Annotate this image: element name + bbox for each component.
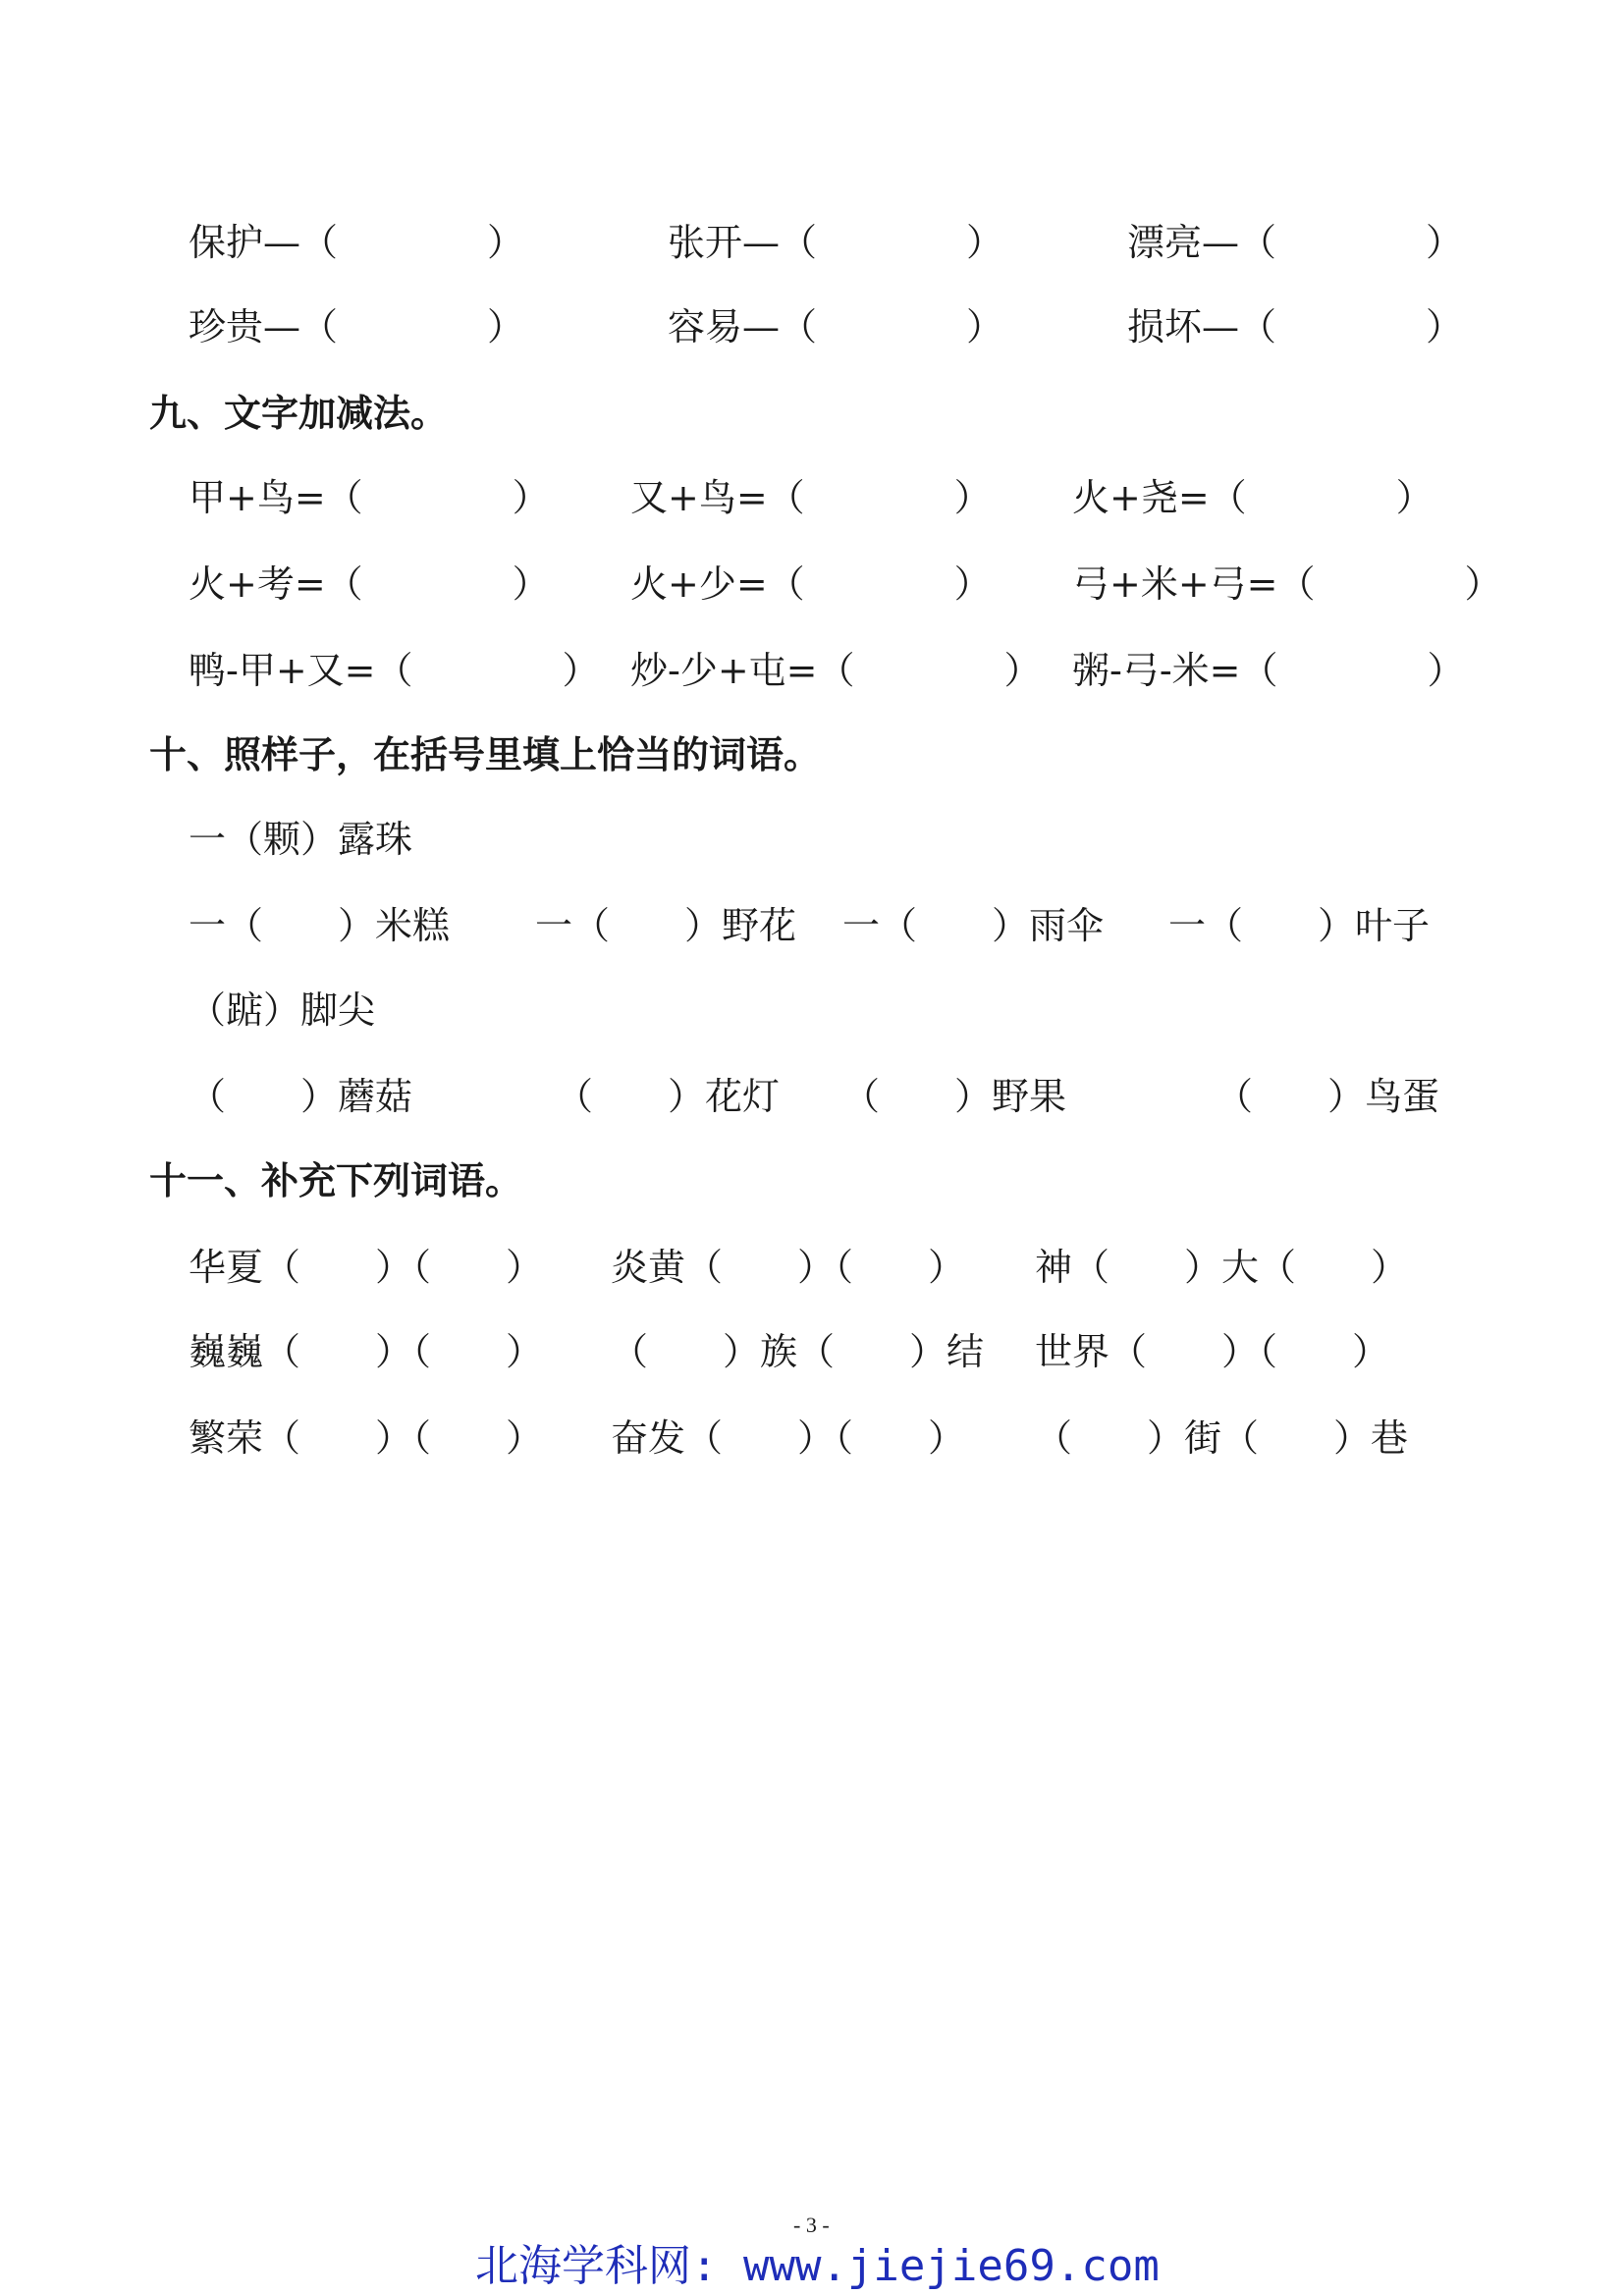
measure-word-item: 一（ ）雨伞 bbox=[842, 904, 1105, 947]
equation-item: 粥-弓-米=（ ） bbox=[1072, 649, 1465, 692]
idiom-item: （ ）族（ ）结 bbox=[611, 1330, 985, 1373]
word-item: 漂亮—（ ） bbox=[1127, 221, 1464, 264]
measure-word-item: 一（ ）米糕 bbox=[189, 904, 451, 947]
word-item: 容易—（ ） bbox=[668, 305, 1004, 348]
example-line: 一（颗）露珠 bbox=[189, 818, 413, 861]
section-10-title: 十、照样子，在括号里填上恰当的词语。 bbox=[149, 733, 822, 776]
measure-word-item: 一（ ）叶子 bbox=[1168, 904, 1431, 947]
word-item: 珍贵—（ ） bbox=[189, 305, 525, 348]
idiom-item: 奋发（ ）（ ） bbox=[611, 1416, 966, 1460]
footer-watermark[interactable]: 北海学科网: www.jiejie69.com bbox=[475, 2241, 1160, 2291]
equation-item: 火+考=（ ） bbox=[189, 562, 550, 606]
equation-item: 弓+米+弓=（ ） bbox=[1072, 562, 1502, 606]
word-item: 张开—（ ） bbox=[668, 221, 1004, 264]
equation-item: 火+少=（ ） bbox=[630, 562, 992, 606]
equation-item: 鸭-甲+又=（ ） bbox=[189, 649, 600, 692]
example-line: （踮）脚尖 bbox=[189, 988, 376, 1032]
word-item: 损坏—（ ） bbox=[1127, 305, 1464, 348]
measure-word-item: 一（ ）野花 bbox=[535, 904, 797, 947]
idiom-item: 世界（ ）（ ） bbox=[1035, 1330, 1390, 1373]
equation-item: 炒-少+屯=（ ） bbox=[630, 649, 1042, 692]
equation-item: 甲+鸟=（ ） bbox=[189, 476, 550, 519]
idiom-item: 巍巍（ ）（ ） bbox=[189, 1330, 544, 1373]
page-number: - 3 - bbox=[793, 2213, 830, 2237]
idiom-item: 炎黄（ ）（ ） bbox=[611, 1246, 966, 1289]
verb-item: （ ）鸟蛋 bbox=[1216, 1075, 1440, 1118]
verb-item: （ ）野果 bbox=[842, 1075, 1067, 1118]
equation-item: 又+鸟=（ ） bbox=[630, 476, 992, 519]
idiom-item: （ ）街（ ）巷 bbox=[1035, 1416, 1409, 1460]
idiom-item: 华夏（ ）（ ） bbox=[189, 1246, 544, 1289]
idiom-item: 神（ ）大（ ） bbox=[1035, 1246, 1409, 1289]
section-11-title: 十一、补充下列词语。 bbox=[149, 1159, 523, 1202]
verb-item: （ ）蘑菇 bbox=[189, 1075, 413, 1118]
word-item: 保护—（ ） bbox=[189, 221, 525, 264]
equation-item: 火+尧=（ ） bbox=[1072, 476, 1434, 519]
verb-item: （ ）花灯 bbox=[556, 1075, 781, 1118]
section-9-title: 九、文字加减法。 bbox=[149, 392, 449, 435]
idiom-item: 繁荣（ ）（ ） bbox=[189, 1416, 544, 1460]
